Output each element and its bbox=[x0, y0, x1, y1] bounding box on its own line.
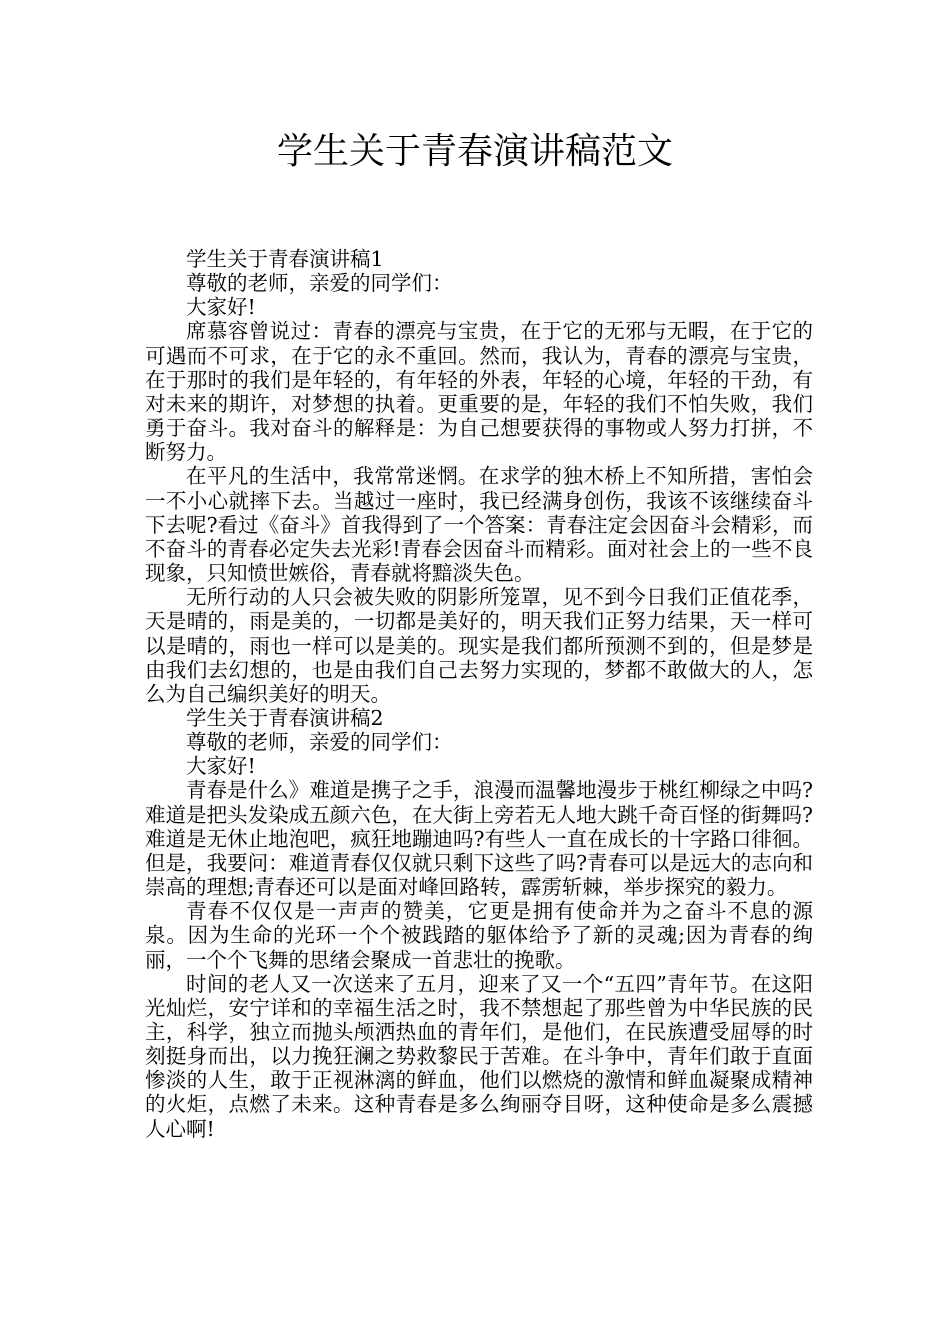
greeting: 大家好! bbox=[186, 754, 256, 779]
body-paragraph: 青春是什么》难道是携子之手，浪漫而温馨地漫步于桃红柳绿之中吗?难道是把头发染成五颜六色，在大街上旁若无人地大跳千奇百怪的街舞吗?难道是无休止地泡吧，疯狂地蹦迪吗?有些人一直在成长的十字路口徘徊。但是，我要问：难道青春仅仅就只剩下这些了吗?青春可以是远大的志向和崇高的理想;青春还可以是面对峰回路转，霹雳斩棘，举步探究的毅力。 bbox=[145, 778, 813, 900]
body-paragraph: 青春不仅仅是一声声的赞美，它更是拥有使命并为之奋斗不息的源泉。因为生命的光环一个个被践踏的躯体给予了新的灵魂;因为青春的绚丽，一个个飞舞的思绪会聚成一首悲壮的挽歌。 bbox=[145, 899, 813, 972]
body-paragraph: 时间的老人又一次送来了五月，迎来了又一个“五四”青年节。在这阳光灿烂，安宁详和的幸福生活之时，我不禁想起了那些曾为中华民族的民主，科学，独立而抛头颅洒热血的青年们，是他们，在民族遭受屈辱的时刻挺身而出，以力挽狂澜之势救黎民于苦难。在斗争中，青年们敢于直面惨淡的人生，敢于正视淋漓的鲜血，他们以燃烧的激情和鲜血凝聚成精神的火炬，点燃了未来。这种青春是多么绚丽夺目呀，这种使命是多么震撼人心啊! bbox=[145, 971, 813, 1141]
body-paragraph: 无所行动的人只会被失败的阴影所笼罩，见不到今日我们正值花季，天是晴的，雨是美的，一切都是美好的，明天我们正努力结果，天一样可以是晴的，雨也一样可以是美的。现实是我们都所预测不到的，但是梦是由我们去幻想的，也是由我们自己去努力实现的，梦都不敢做大的人，怎么为自己编织美好的明天。 bbox=[145, 585, 813, 706]
document-title: 学生关于青春演讲稿范文 bbox=[276, 131, 673, 172]
speech-heading-2: 学生关于青春演讲稿2 bbox=[186, 705, 384, 730]
salutation: 尊敬的老师，亲爱的同学们： bbox=[186, 730, 453, 755]
speech-heading-1: 学生关于青春演讲稿1 bbox=[186, 247, 384, 271]
greeting: 大家好! bbox=[186, 295, 256, 320]
salutation: 尊敬的老师，亲爱的同学们： bbox=[186, 271, 453, 296]
body-paragraph: 在平凡的生活中，我常常迷惘。在求学的独木桥上不知所措，害怕会一不小心就摔下去。当越过一座时，我已经满身创伤，我该不该继续奋斗下去呢?看过《奋斗》首我得到了一个答案：青春注定会因奋斗会精彩，而不奋斗的青春必定失去光彩!青春会因奋斗而精彩。面对社会上的一些不良现象，只知愤世嫉俗，青春就将黯淡失色。 bbox=[145, 464, 813, 586]
document-body bbox=[145, 247, 813, 1141]
body-paragraph: 席慕容曾说过：青春的漂亮与宝贵，在于它的无邪与无暇，在于它的可遇而不可求，在于它的永不重回。然而，我认为，青春的漂亮与宝贵，在于那时的我们是年轻的，有年轻的外表，年轻的心境，年轻的干劲，有对未来的期许，对梦想的执着。更重要的是，年轻的我们不怕失败，我们勇于奋斗。我对奋斗的解释是：为自己想要获得的事物或人努力打拼，不断努力。 bbox=[145, 319, 813, 465]
